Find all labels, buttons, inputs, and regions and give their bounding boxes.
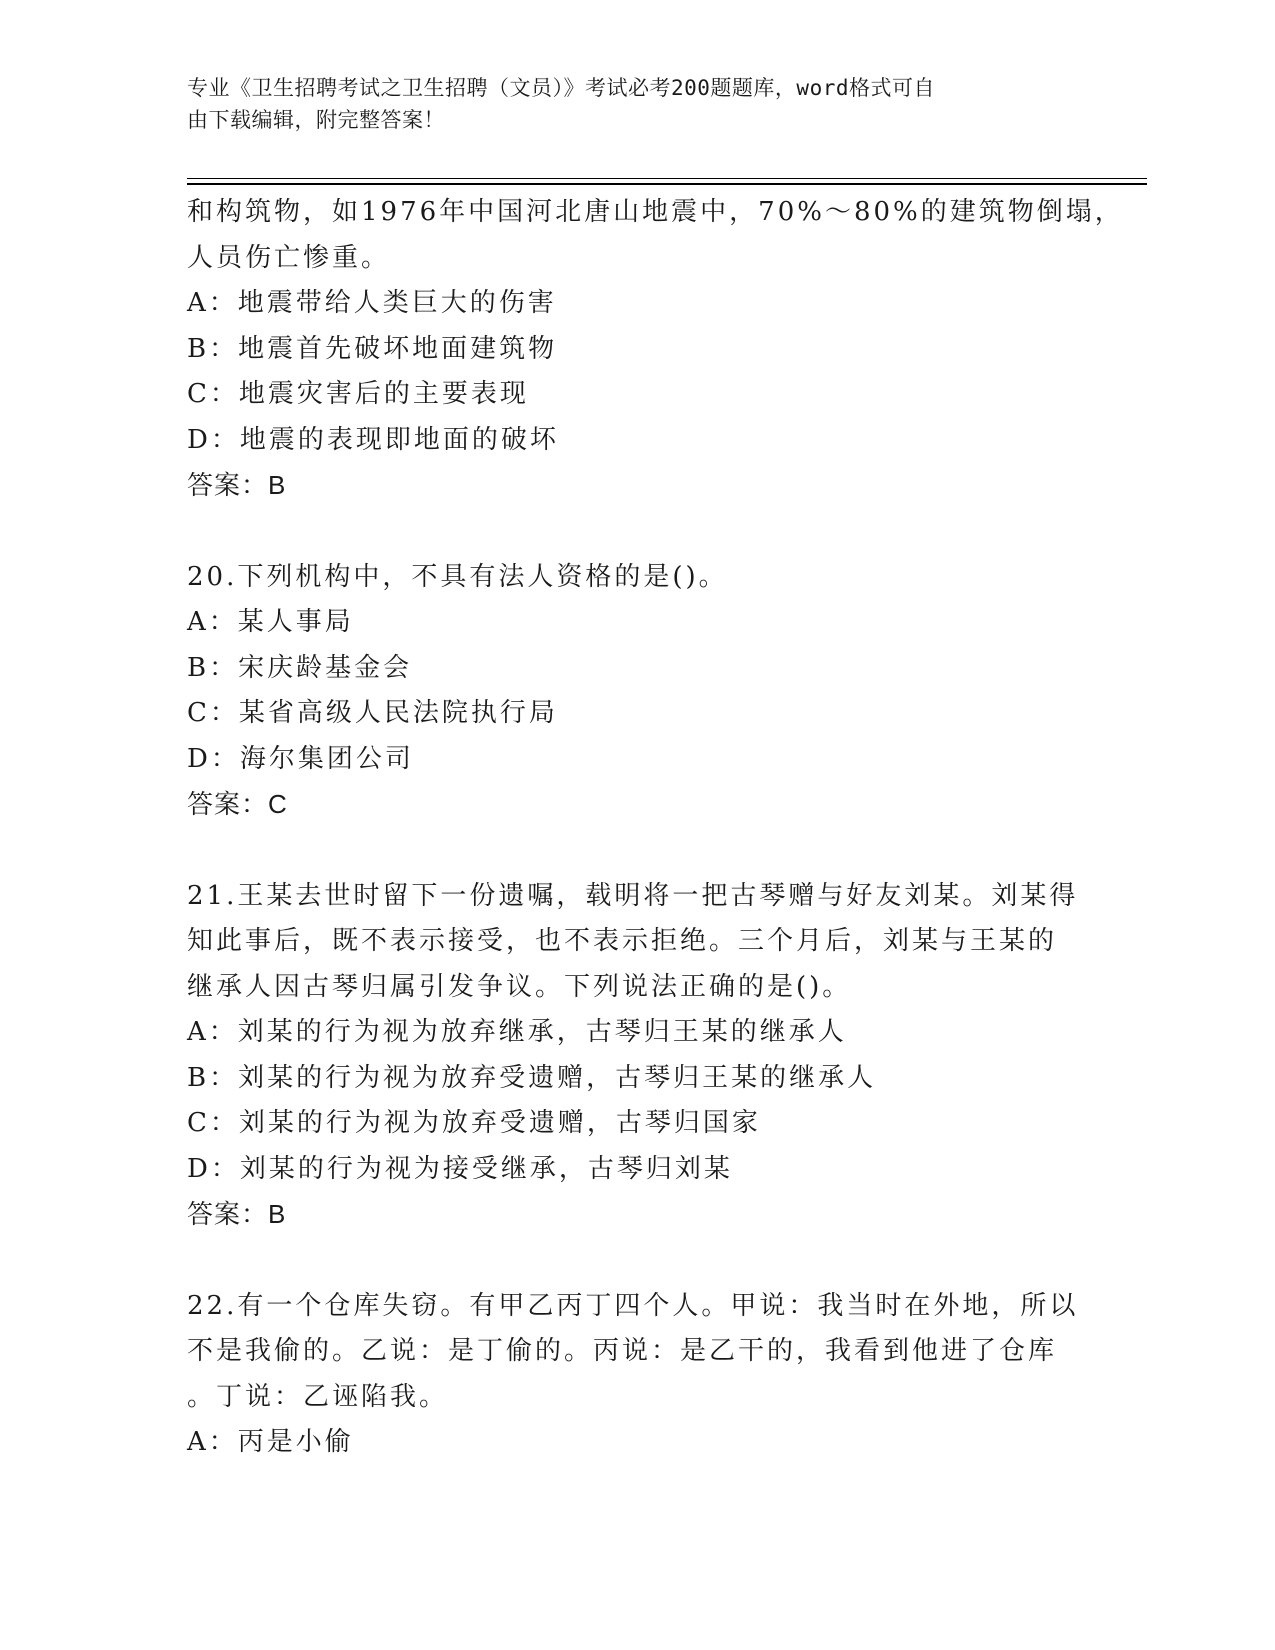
option-a: A：刘某的行为视为放弃继承，古琴归王某的继承人 xyxy=(187,1017,847,1047)
option-c: C：刘某的行为视为放弃受遗赠，古琴归国家 xyxy=(187,1108,761,1138)
header-rule-thick xyxy=(187,183,1147,185)
question-stem-line: 20.下列机构中，不具有法人资格的是()。 xyxy=(187,561,728,592)
option-d: D：地震的表现即地面的破坏 xyxy=(187,424,559,455)
option-b: B：刘某的行为视为放弃受遗赠，古琴归王某的继承人 xyxy=(187,1062,877,1093)
question-stem-line: 不是我偷的。乙说：是丁偷的。丙说：是乙干的，我看到他进了仓库 xyxy=(187,1336,1058,1366)
option-c: C：某省高级人民法院执行局 xyxy=(187,698,558,728)
option-a: A：某人事局 xyxy=(187,607,354,637)
question-stem-line: 知此事后，既不表示接受，也不表示拒绝。三个月后，刘某与王某的 xyxy=(187,926,1058,956)
answer-label: 答案：B xyxy=(187,470,287,500)
header-line-1: 专业《卫生招聘考试之卫生招聘（文员）》考试必考200题题库，word格式可自 xyxy=(187,76,935,100)
question-21 xyxy=(187,874,1087,1238)
spacer xyxy=(187,509,1087,555)
question-stem-line: 21.王某去世时留下一份遗嘱，载明将一把古琴赠与好友刘某。刘某得 xyxy=(187,880,1079,911)
option-b: B：宋庆龄基金会 xyxy=(187,652,413,683)
question-20 xyxy=(187,555,1087,828)
option-d: D：海尔集团公司 xyxy=(187,743,414,774)
question-stem-line: 。丁说：乙诬陷我。 xyxy=(187,1381,449,1412)
spacer xyxy=(187,1238,1087,1284)
answer-label: 答案：C xyxy=(187,789,288,819)
question-stem-line: 和构筑物，如1976年中国河北唐山地震中，70%～80%的建筑物倒塌， xyxy=(187,197,1124,227)
header-rule-thin xyxy=(187,178,1147,179)
question-stem-line: 22.有一个仓库失窃。有甲乙丙丁四个人。甲说：我当时在外地，所以 xyxy=(187,1290,1079,1321)
header-line-2: 由下载编辑，附完整答案！ xyxy=(187,108,445,132)
question-22 xyxy=(187,1284,1087,1466)
option-d: D：刘某的行为视为接受继承，古琴归刘某 xyxy=(187,1153,733,1184)
option-a: A：丙是小偷 xyxy=(187,1427,354,1457)
spacer xyxy=(187,828,1087,874)
document-header xyxy=(187,72,1067,136)
option-b: B：地震首先破坏地面建筑物 xyxy=(187,333,558,364)
option-c: C：地震灾害后的主要表现 xyxy=(187,379,529,409)
question-19 xyxy=(187,190,1124,509)
document-body xyxy=(187,190,1124,1466)
answer-label: 答案：B xyxy=(187,1199,287,1229)
option-a: A：地震带给人类巨大的伤害 xyxy=(187,288,557,318)
question-stem-line: 继承人因古琴归属引发争议。下列说法正确的是()。 xyxy=(187,971,852,1002)
question-stem-line: 人员伤亡惨重。 xyxy=(187,242,391,273)
